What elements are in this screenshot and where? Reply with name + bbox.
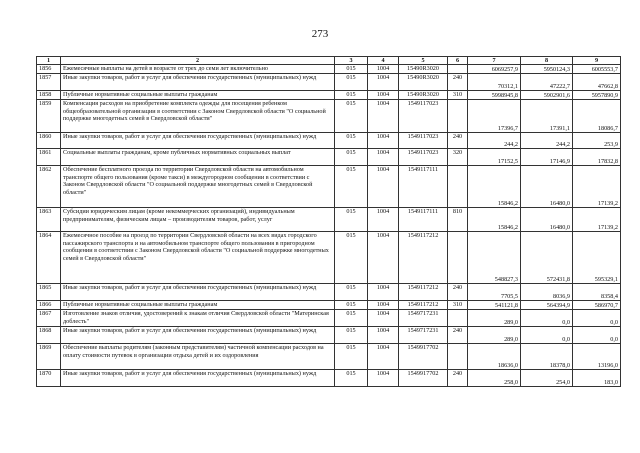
amount-year1-cell: 244,2 (468, 133, 521, 149)
amount-year1-cell: 15846,2 (468, 166, 521, 208)
target-article-cell: 1549117023 (399, 133, 448, 149)
row-name-cell: Иные закупки товаров, работ и услуг для обеспечения государственных (муниципальных) нужд (61, 370, 335, 387)
amount-year2-cell: 17146,9 (521, 149, 573, 166)
amount-year1-cell: 15846,2 (468, 208, 521, 232)
amount-year1-cell: 5998945,8 (468, 91, 521, 100)
row-number-cell: 1864 (37, 232, 61, 284)
table-row (37, 100, 621, 133)
expense-type-cell: 240 (448, 327, 468, 344)
section-code-cell: 1004 (368, 327, 399, 344)
expense-type-cell (448, 100, 468, 133)
row-name-cell: Иные закупки товаров, работ и услуг для обеспечения государственных (муниципальных) нужд (61, 74, 335, 91)
section-code-cell: 1004 (368, 149, 399, 166)
target-article-cell: 1549117111 (399, 166, 448, 208)
row-number-cell: 1859 (37, 100, 61, 133)
amount-year2-cell: 17391,1 (521, 100, 573, 133)
ministry-code-cell: 015 (335, 370, 368, 387)
ministry-code-cell: 015 (335, 74, 368, 91)
header-cell: 6 (448, 57, 468, 65)
amount-year3-cell: 0,0 (573, 310, 621, 327)
amount-year3-cell: 13196,0 (573, 344, 621, 370)
row-number-cell: 1866 (37, 301, 61, 310)
row-name-cell: Социальные выплаты гражданам, кроме публичных нормативных социальных выплат (61, 149, 335, 166)
row-name-cell: Иные закупки товаров, работ и услуг для обеспечения государственных (муниципальных) нужд (61, 133, 335, 149)
target-article-cell: 1549117023 (399, 100, 448, 133)
amount-year1-cell: 541121,8 (468, 301, 521, 310)
row-number-cell: 1860 (37, 133, 61, 149)
header-cell: 5 (399, 57, 448, 65)
row-name-cell: Иные закупки товаров, работ и услуг для обеспечения государственных (муниципальных) нужд (61, 327, 335, 344)
row-name-cell: Компенсация расходов на приобретение комплекта одежды для посещения ребенком общеобразовательной организации в соответствии с Законом Свердловской области "О социальной поддержке многодетных семей в Свердловской области" (61, 100, 335, 133)
section-code-cell: 1004 (368, 74, 399, 91)
ministry-code-cell: 015 (335, 100, 368, 133)
amount-year3-cell: 6005553,7 (573, 65, 621, 74)
table-row (37, 370, 621, 387)
row-number-cell: 1857 (37, 74, 61, 91)
table-row (37, 149, 621, 166)
table-row (37, 166, 621, 208)
amount-year3-cell: 17832,8 (573, 149, 621, 166)
ministry-code-cell: 015 (335, 344, 368, 370)
amount-year3-cell: 17139,2 (573, 208, 621, 232)
row-number-cell: 1869 (37, 344, 61, 370)
amount-year2-cell: 0,0 (521, 310, 573, 327)
target-article-cell: 1549117212 (399, 301, 448, 310)
amount-year3-cell: 253,9 (573, 133, 621, 149)
expense-type-cell: 320 (448, 149, 468, 166)
header-cell: 1 (37, 57, 61, 65)
expense-type-cell: 310 (448, 91, 468, 100)
section-code-cell: 1004 (368, 208, 399, 232)
expense-type-cell (448, 344, 468, 370)
amount-year2-cell: 16480,0 (521, 208, 573, 232)
row-name-cell: Изготовление знаков отличия, удостоверений к знакам отличия Свердловской области "Материнская доблесть" (61, 310, 335, 327)
table-row (37, 74, 621, 91)
row-name-cell: Публичные нормативные социальные выплаты гражданам (61, 91, 335, 100)
expense-type-cell (448, 310, 468, 327)
amount-year3-cell: 18086,7 (573, 100, 621, 133)
expense-type-cell: 240 (448, 74, 468, 91)
amount-year1-cell: 17396,7 (468, 100, 521, 133)
expense-type-cell: 810 (448, 208, 468, 232)
amount-year1-cell: 18636,0 (468, 344, 521, 370)
target-article-cell: 1549717231 (399, 327, 448, 344)
amount-year2-cell: 0,0 (521, 327, 573, 344)
expense-type-cell: 240 (448, 284, 468, 301)
amount-year3-cell: 0,0 (573, 327, 621, 344)
amount-year1-cell: 258,0 (468, 370, 521, 387)
target-article-cell: 1549117212 (399, 284, 448, 301)
row-name-cell: Ежемесячные выплаты на детей в возрасте от трех до семи лет включительно (61, 65, 335, 74)
amount-year3-cell: 17139,2 (573, 166, 621, 208)
section-code-cell: 1004 (368, 284, 399, 301)
section-code-cell: 1004 (368, 232, 399, 284)
target-article-cell: 1549117023 (399, 149, 448, 166)
ministry-code-cell: 015 (335, 284, 368, 301)
row-number-cell: 1858 (37, 91, 61, 100)
row-number-cell: 1870 (37, 370, 61, 387)
section-code-cell: 1004 (368, 166, 399, 208)
amount-year2-cell: 244,2 (521, 133, 573, 149)
row-number-cell: 1863 (37, 208, 61, 232)
table-row (37, 91, 621, 100)
table-row (37, 310, 621, 327)
amount-year3-cell: 586970,7 (573, 301, 621, 310)
row-name-cell: Публичные нормативные социальные выплаты гражданам (61, 301, 335, 310)
section-code-cell: 1004 (368, 133, 399, 149)
ministry-code-cell: 015 (335, 149, 368, 166)
amount-year2-cell: 8036,9 (521, 284, 573, 301)
amount-year3-cell: 5957890,9 (573, 91, 621, 100)
amount-year2-cell: 564394,9 (521, 301, 573, 310)
expense-type-cell (448, 65, 468, 74)
section-code-cell: 1004 (368, 370, 399, 387)
amount-year3-cell: 595329,1 (573, 232, 621, 284)
table-row (37, 65, 621, 74)
amount-year1-cell: 289,0 (468, 310, 521, 327)
table-row (37, 301, 621, 310)
row-number-cell: 1868 (37, 327, 61, 344)
amount-year2-cell: 254,0 (521, 370, 573, 387)
amount-year1-cell: 548827,3 (468, 232, 521, 284)
amount-year3-cell: 183,0 (573, 370, 621, 387)
budget-table (36, 56, 621, 387)
table-row (37, 133, 621, 149)
header-cell: 4 (368, 57, 399, 65)
target-article-cell: 1549917702 (399, 370, 448, 387)
row-number-cell: 1862 (37, 166, 61, 208)
ministry-code-cell: 015 (335, 133, 368, 149)
ministry-code-cell: 015 (335, 65, 368, 74)
row-name-cell: Иные закупки товаров, работ и услуг для обеспечения государственных (муниципальных) нужд (61, 284, 335, 301)
expense-type-cell (448, 232, 468, 284)
target-article-cell: 1549917702 (399, 344, 448, 370)
amount-year2-cell: 47222,7 (521, 74, 573, 91)
table-row (37, 344, 621, 370)
amount-year2-cell: 5950124,3 (521, 65, 573, 74)
row-name-cell: Обеспечение выплаты родителям (законным представителям) частичной компенсации расходов на оплату стоимости путевок в организации отдыха детей и их оздоровления (61, 344, 335, 370)
header-cell: 7 (468, 57, 521, 65)
section-code-cell: 1004 (368, 310, 399, 327)
section-code-cell: 1004 (368, 65, 399, 74)
header-cell: 8 (521, 57, 573, 65)
ministry-code-cell: 015 (335, 208, 368, 232)
row-number-cell: 1856 (37, 65, 61, 74)
header-cell: 9 (573, 57, 621, 65)
ministry-code-cell: 015 (335, 232, 368, 284)
amount-year3-cell: 8358,4 (573, 284, 621, 301)
amount-year3-cell: 47662,8 (573, 74, 621, 91)
target-article-cell: 1549117212 (399, 232, 448, 284)
amount-year1-cell: 289,0 (468, 327, 521, 344)
table-row (37, 232, 621, 284)
row-name-cell: Обеспечение бесплатного проезда по территории Свердловской области на автомобильном транспорте общего пользования (кроме такси) в междугородном сообщении в соответствии с Законом Свердловской области "О социальной поддержке многодетных семей в Свердловской области" (61, 166, 335, 208)
ministry-code-cell: 015 (335, 301, 368, 310)
amount-year1-cell: 6069257,9 (468, 65, 521, 74)
expense-type-cell: 310 (448, 301, 468, 310)
row-name-cell: Ежемесячное пособие на проезд по территории Свердловской области на всех видах городского пассажирского транспорта и на автомобильном транспорте общего пользования в пригородном сообщении в соответствии с Законом Свердловской области "О социальной поддержке многодетных семей в Свердловской области" (61, 232, 335, 284)
ministry-code-cell: 015 (335, 91, 368, 100)
expense-type-cell (448, 166, 468, 208)
header-cell: 3 (335, 57, 368, 65)
target-article-cell: 1549717231 (399, 310, 448, 327)
row-number-cell: 1867 (37, 310, 61, 327)
amount-year1-cell: 70312,1 (468, 74, 521, 91)
header-cell: 2 (61, 57, 335, 65)
page-number: 273 (311, 28, 329, 40)
table-header-row (37, 57, 621, 65)
amount-year1-cell: 17152,5 (468, 149, 521, 166)
target-article-cell: 15490R3020 (399, 74, 448, 91)
row-number-cell: 1861 (37, 149, 61, 166)
target-article-cell: 15490R3020 (399, 91, 448, 100)
amount-year2-cell: 572431,8 (521, 232, 573, 284)
section-code-cell: 1004 (368, 344, 399, 370)
row-number-cell: 1865 (37, 284, 61, 301)
table-row (37, 208, 621, 232)
section-code-cell: 1004 (368, 91, 399, 100)
ministry-code-cell: 015 (335, 327, 368, 344)
section-code-cell: 1004 (368, 100, 399, 133)
expense-type-cell: 240 (448, 133, 468, 149)
target-article-cell: 1549117111 (399, 208, 448, 232)
amount-year2-cell: 5902901,6 (521, 91, 573, 100)
table-row (37, 327, 621, 344)
amount-year2-cell: 16480,0 (521, 166, 573, 208)
amount-year2-cell: 18378,0 (521, 344, 573, 370)
row-name-cell: Субсидии юридическим лицам (кроме некоммерческих организаций), индивидуальным предпринимателям, физическим лицам – производителям товаров, работ, услуг (61, 208, 335, 232)
ministry-code-cell: 015 (335, 166, 368, 208)
table-row (37, 284, 621, 301)
section-code-cell: 1004 (368, 301, 399, 310)
target-article-cell: 15490R3020 (399, 65, 448, 74)
expense-type-cell: 240 (448, 370, 468, 387)
ministry-code-cell: 015 (335, 310, 368, 327)
amount-year1-cell: 7705,5 (468, 284, 521, 301)
